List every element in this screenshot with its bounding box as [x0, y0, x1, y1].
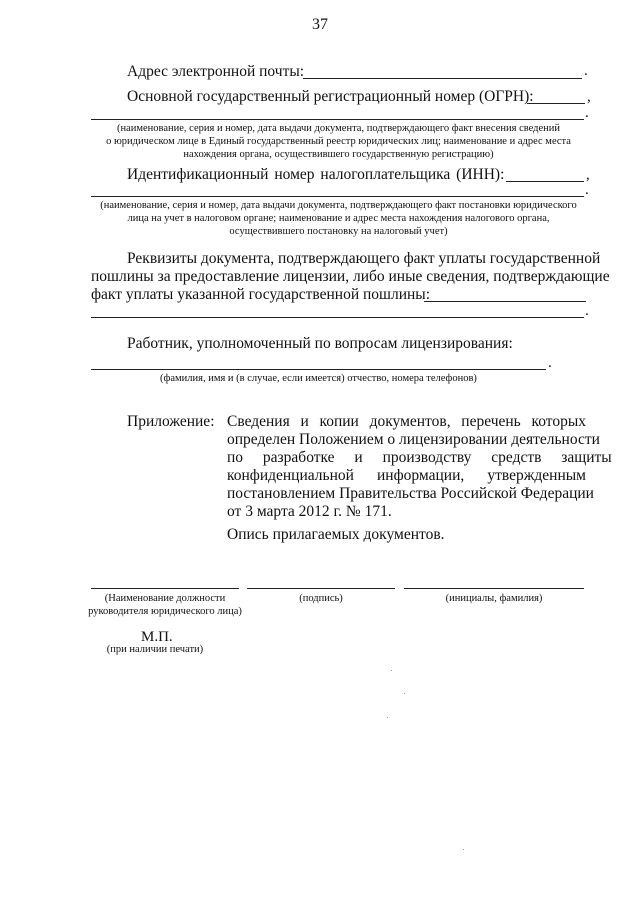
fee-paragraph-line-3: факт уплаты указанной государственной пошлины:	[91, 286, 431, 303]
signature-line	[247, 588, 395, 589]
fee-fill-line	[424, 301, 586, 302]
attachment-line-2: определен Положением о лицензировании деятельности	[227, 431, 600, 448]
scan-speck	[404, 693, 405, 694]
attachment-line-3: по разработке и производству средств защиты	[227, 449, 612, 466]
ogrn-comma: ,	[587, 89, 591, 105]
inn-label: Идентификационный номер налогоплательщика (ИНН):	[127, 166, 505, 183]
inn-full-line	[91, 196, 584, 197]
attachment-line-5: постановлением Правительства Российской Федерации	[227, 485, 594, 502]
inn-caption-line-3: осуществившего постановку на налоговый учет)	[229, 226, 448, 237]
email-period: .	[584, 63, 588, 79]
attachment-line-1: Сведения и копии документов, перечень которых	[227, 413, 586, 430]
inn-period: .	[585, 182, 589, 198]
employee-label: Работник, уполномоченный по вопросам лицензирования:	[127, 335, 513, 352]
scan-speck	[391, 670, 392, 671]
position-signature-line	[91, 588, 239, 589]
ogrn-caption-line-3: нахождения органа, осуществившего государственную регистрацию)	[183, 149, 494, 160]
employee-fill-line	[91, 369, 546, 370]
fee-paragraph-line-1: Реквизиты документа, подтверждающего факт уплаты государственной	[127, 250, 601, 267]
name-caption: (инициалы, фамилия)	[445, 593, 543, 604]
attachment-line-6: от 3 марта 2012 г. № 171.	[227, 503, 392, 520]
inn-comma: ,	[586, 167, 590, 183]
ogrn-fill-line	[527, 103, 585, 104]
email-label: Адрес электронной почты:	[127, 63, 305, 80]
ogrn-caption-line-1: (наименование, серия и номер, дата выдачи документа, подтверждающего факт внесения сведений	[116, 123, 561, 134]
ogrn-label: Основной государственный регистрационный номер (ОГРН):	[127, 88, 534, 105]
inn-caption-line-1: (наименование, серия и номер, дата выдачи документа, подтверждающего факт постановки юридического	[100, 200, 577, 211]
signature-caption: (подпись)	[299, 593, 343, 604]
fee-full-line	[91, 317, 584, 318]
stamp-label: М.П.	[141, 629, 173, 645]
name-signature-line	[404, 588, 584, 589]
page-number: 37	[312, 16, 328, 33]
scan-speck	[387, 717, 388, 718]
ogrn-full-line	[91, 119, 584, 120]
employee-period: .	[548, 355, 552, 371]
stamp-caption: (при наличии печати)	[106, 644, 204, 655]
email-fill-line	[303, 78, 582, 79]
attachment-label: Приложение:	[127, 413, 215, 430]
employee-caption: (фамилия, имя и (в случае, если имеется) отчество, номера телефонов)	[160, 373, 477, 384]
ogrn-period: .	[585, 105, 589, 121]
inn-caption-line-2: лица на учет в налоговом органе; наименование и адрес места нахождения налогового органа,	[127, 213, 550, 224]
inn-fill-line	[506, 181, 584, 182]
position-caption-line-1: (Наименование должности	[104, 593, 226, 604]
inventory-text: Опись прилагаемых документов.	[227, 526, 445, 543]
position-caption-line-2: руководителя юридического лица)	[88, 606, 242, 617]
fee-paragraph-line-2: пошлины за предоставление лицензии, либо иные сведения, подтверждающие	[91, 268, 610, 285]
ogrn-caption-line-2: о юридическом лице в Единый государственный реестр юридических лиц; наименование и адрес места	[106, 136, 571, 147]
scan-speck	[463, 849, 464, 850]
fee-period: .	[585, 303, 589, 319]
attachment-line-4: конфиденциальной информации, утвержденным	[227, 467, 586, 484]
